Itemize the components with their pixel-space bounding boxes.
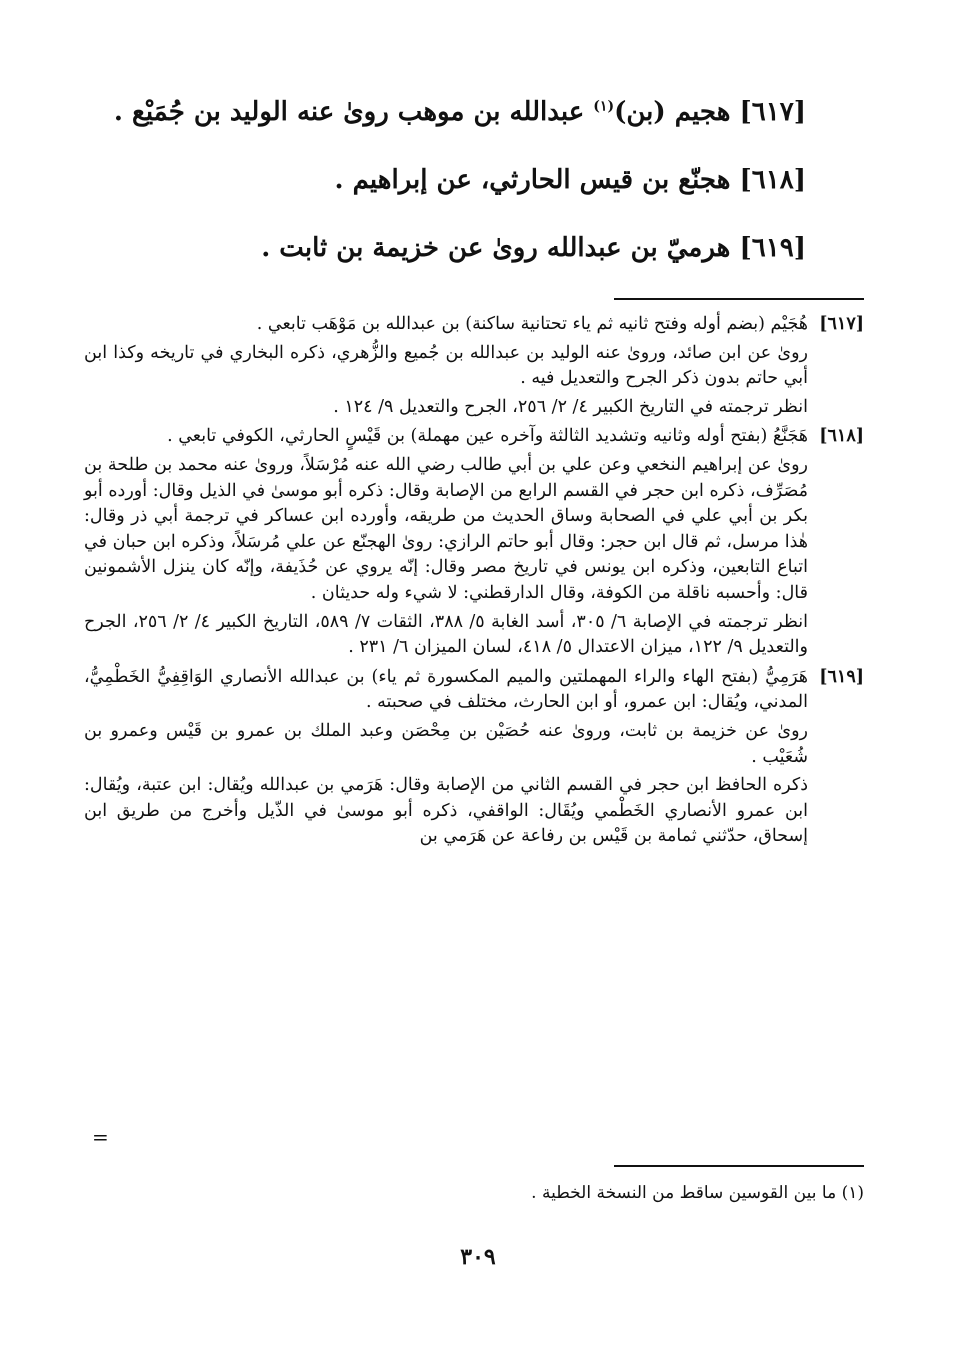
note-number: [٦١٨]	[819, 426, 864, 447]
note-paragraph: انظر ترجمته في التاريخ الكبير ٤/ ٢/ ٢٥٦، الجرح والتعديل ٩/ ١٢٤ .	[333, 396, 808, 417]
note-617	[84, 312, 864, 420]
note-number: [٦١٧]	[819, 314, 864, 334]
note-619	[84, 665, 864, 850]
footnote-ref: (١)	[593, 98, 615, 115]
note-paragraph: روىٰ عن إبراهيم النخعي وعن علي بن أبي طالب رضي الله عنه مُرْسَلاً، وروىٰ عنه محمد بن طلحة بن مُصَرِّف، ذكره ابن حجر في القسم الرابع من الإصابة وقال: ذكره أبو موسىٰ في الذيل وقال: أورده أبو بكر بن أبي علي في الصحابة وساق الحديث من طريقه، وأورده ابن عساكر في ترجمة أبي ذر وقال: هٰذا مرسل، ثم قال ابن حجر: وقال أبو حاتم الرازي: روىٰ الهجنّع عن علي مُرسَلاً، وذكره ابن حبان في اتباع التابعين، وذكره ابن يونس في تاريخ مصر وقال: إنّه يروي عن حُذَيفة، وإنّه كان ينزل الأشمونين قال: وأحسبه ناقلة من الكوفة، وقال الدارقطني: لا شيء وله حديثان .	[84, 454, 808, 603]
note-paragraph: روىٰ عن خزيمة بن ثابت، وروىٰ عنه حُصَيْن بن مِحْصَن وعبد الملك بن عمرو بن قَيْس وعمرو بن شُعَيْب .	[84, 720, 808, 767]
main-entry-617	[100, 92, 806, 132]
entry-text: هرميّ بن عبدالله روىٰ عن خزيمة بن ثابت .	[261, 233, 731, 263]
continuation-mark: =	[92, 1125, 109, 1149]
annotations	[84, 312, 864, 854]
note-paragraph: روىٰ عن ابن صائد، وروىٰ عنه الوليد بن عبدالله بن جُميع والزُّهري، ذكره البخاري في تاريخه وكذا ابن أبي حاتم بدون ذكر الجرح والتعديل فيه .	[84, 342, 808, 389]
main-entry-619	[100, 228, 806, 268]
note-paragraph: هَرَمِيُّ (بفتح الهاء والراء المهملتين والميم المكسورة ثم ياء) بن عبدالله الأنصاري الوَاقِفِيُّ الخَطْمِيُّ، المدني، ويُقال: ابن عمرو، أو ابن الحارث، مختلف في صحبته .	[84, 666, 808, 713]
entry-number: [٦١٧]	[739, 97, 806, 127]
note-paragraph: ذكره الحافظ ابن حجر في القسم الثاني من الإصابة وقال: هَرَمي بن عبدالله ويُقال: ابن عتبة، ويُقال: ابن عمرو الأنصاري الخَطْمي ويُقَال: الواقفي، ذكره أبو موسىٰ في الذّيل وأخرج من طريق ابن إسحاق، حدّثني ثمامة بن قَيْس بن رفاعة عن هَرَمي بن	[84, 775, 808, 847]
note-paragraph: هُجَيْم (بضم أوله وفتح ثانيه ثم ياء تحتانية ساكنة) بن عبدالله بن مَوْهَب تابعي .	[256, 314, 808, 334]
page-number: ٣٠٩	[460, 1244, 496, 1270]
footnote-separator-rule	[614, 1165, 864, 1167]
entry-number: [٦١٨]	[739, 165, 806, 195]
note-paragraph: هَجَنَّعُ (بفتح أوله وثانيه وتشديد الثالثة وآخره عين مهملة) بن قَيْسٍ الحارثي، الكوفي تابعي .	[167, 426, 808, 447]
entry-text: هجنّع بن قيس الحارثي، عن إبراهيم .	[334, 165, 731, 195]
note-number: [٦١٩]	[819, 666, 864, 687]
entry-number: [٦١٩]	[739, 233, 806, 263]
note-paragraph: انظر ترجمته في الإصابة ٦/ ٣٠٥، أسد الغابة ٥/ ٣٨٨، الثقات ٧/ ٥٨٩، التاريخ الكبير ٤/ ٢/ ٢٥٦، الجرح والتعديل ٩/ ١٢٢، ميزان الاعتدال ٥/ ٤١٨، لسان الميزان ٦/ ٢٣١ .	[84, 611, 808, 658]
footnote: (١) ما بين القوسين ساقط من النسخة الخطية .	[531, 1183, 864, 1203]
entry-text: هجيم (بن)	[614, 97, 731, 127]
notes-separator-rule	[614, 298, 864, 300]
main-entry-618	[100, 160, 806, 200]
entry-text: عبدالله بن موهب روىٰ عنه الوليد بن جُمَيْع .	[113, 97, 594, 127]
note-618	[84, 424, 864, 660]
